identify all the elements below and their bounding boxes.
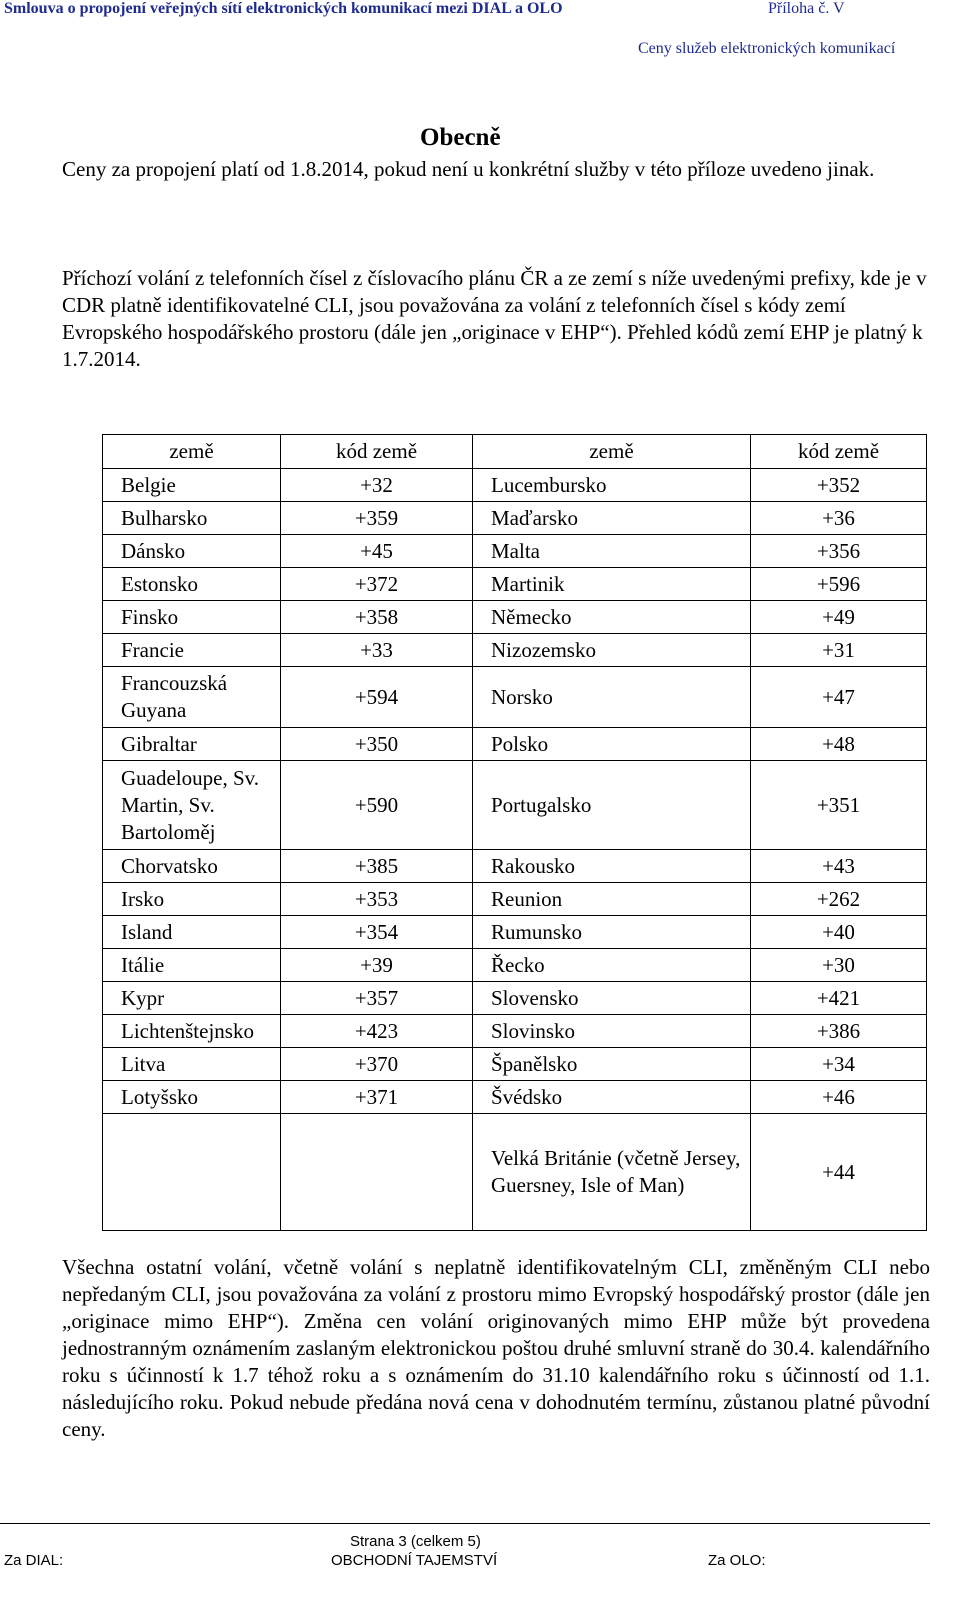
code-cell: +371	[281, 1081, 473, 1114]
code-cell: +356	[751, 535, 927, 568]
code-cell: +594	[281, 667, 473, 728]
code-cell: +350	[281, 728, 473, 761]
country-cell: Malta	[473, 535, 751, 568]
country-cell: Chorvatsko	[103, 850, 281, 883]
code-cell: +351	[751, 761, 927, 850]
table-row	[103, 667, 927, 728]
table-row	[103, 916, 927, 949]
table-row	[103, 728, 927, 761]
country-cell: Irsko	[103, 883, 281, 916]
country-cell: Lichtenštejnsko	[103, 1015, 281, 1048]
country-cell: Rumunsko	[473, 916, 751, 949]
country-cell: Island	[103, 916, 281, 949]
country-cell: Itálie	[103, 949, 281, 982]
non-ehp-paragraph: Všechna ostatní volání, včetně volání s neplatně identifikovatelným CLI, změněným CLI nebo nepředaným CLI, jsou považována za volání z prostoru mimo Evropský hospodářský prostor (dále jen „originace mimo EHP“). Změna cen volání originovaných mimo EHP může být provedena jednostranným oznámením zaslaným elektronickou poštou druhé smluvní straně do 30.4. kalendářního roku s účinností k 1.7 téhož roku a s oznámením do 31.10 kalendářního roku s účinností od 1.1. následujícího roku. Pokud nebude předána nová cena v dohodnutém termínu, zůstanou platné původní ceny.	[62, 1255, 930, 1441]
country-cell: Nizozemsko	[473, 634, 751, 667]
country-cell: Španělsko	[473, 1048, 751, 1081]
country-cell: Belgie	[103, 469, 281, 502]
country-cell: Velká Británie (včetně Jersey, Guersney, Isle of Man)	[473, 1114, 751, 1231]
document-subtitle: Ceny služeb elektronických komunikací	[638, 40, 896, 57]
signature-dial: Za DIAL:	[4, 1552, 64, 1569]
code-cell: +36	[751, 502, 927, 535]
table-header-row	[103, 435, 927, 469]
country-cell: Německo	[473, 601, 751, 634]
country-cell: Polsko	[473, 728, 751, 761]
table-row	[103, 1081, 927, 1114]
country-cell: Řecko	[473, 949, 751, 982]
code-cell: +39	[281, 949, 473, 982]
country-cell	[103, 1114, 281, 1231]
table-row	[103, 1048, 927, 1081]
country-cell: Lotyšsko	[103, 1081, 281, 1114]
code-cell: +31	[751, 634, 927, 667]
column-header-country-2: země	[473, 435, 751, 469]
code-cell: +596	[751, 568, 927, 601]
country-cell: Slovensko	[473, 982, 751, 1015]
code-cell: +48	[751, 728, 927, 761]
country-cell: Lucembursko	[473, 469, 751, 502]
country-cell: Litva	[103, 1048, 281, 1081]
country-cell: Kypr	[103, 982, 281, 1015]
table-row	[103, 761, 927, 850]
code-cell: +590	[281, 761, 473, 850]
country-cell: Bulharsko	[103, 502, 281, 535]
code-cell: +353	[281, 883, 473, 916]
code-cell: +44	[751, 1114, 927, 1231]
signature-olo: Za OLO:	[708, 1552, 766, 1569]
document-title: Smlouva o propojení veřejných sítí elektronických komunikací mezi DIAL a OLO	[4, 0, 563, 17]
code-cell: +45	[281, 535, 473, 568]
code-cell	[281, 1114, 473, 1231]
country-codes-table	[102, 434, 927, 1231]
country-cell: Estonsko	[103, 568, 281, 601]
annex-label: Příloha č. V	[768, 0, 845, 17]
confidential-label: OBCHODNÍ TAJEMSTVÍ	[331, 1552, 498, 1569]
code-cell: +372	[281, 568, 473, 601]
code-cell: +262	[751, 883, 927, 916]
table-row	[103, 502, 927, 535]
code-cell: +43	[751, 850, 927, 883]
country-cell: Dánsko	[103, 535, 281, 568]
code-cell: +40	[751, 916, 927, 949]
table-row	[103, 1015, 927, 1048]
country-cell: Guadeloupe, Sv. Martin, Sv. Bartoloměj	[103, 761, 281, 850]
country-cell: Slovinsko	[473, 1015, 751, 1048]
country-cell: Portugalsko	[473, 761, 751, 850]
table-row	[103, 883, 927, 916]
code-cell: +34	[751, 1048, 927, 1081]
table-row	[103, 634, 927, 667]
code-cell: +352	[751, 469, 927, 502]
table-row	[103, 949, 927, 982]
column-header-country-1: země	[103, 435, 281, 469]
table-row	[103, 850, 927, 883]
country-cell: Gibraltar	[103, 728, 281, 761]
table-row	[103, 1114, 927, 1231]
country-cell: Švédsko	[473, 1081, 751, 1114]
code-cell: +49	[751, 601, 927, 634]
country-cell: Norsko	[473, 667, 751, 728]
country-cell: Francie	[103, 634, 281, 667]
code-cell: +354	[281, 916, 473, 949]
table-row	[103, 469, 927, 502]
footer-divider	[0, 1523, 930, 1524]
country-cell: Rakousko	[473, 850, 751, 883]
code-cell: +358	[281, 601, 473, 634]
code-cell: +359	[281, 502, 473, 535]
code-cell: +386	[751, 1015, 927, 1048]
country-cell: Finsko	[103, 601, 281, 634]
code-cell: +46	[751, 1081, 927, 1114]
code-cell: +30	[751, 949, 927, 982]
code-cell: +32	[281, 469, 473, 502]
country-cell: Maďarsko	[473, 502, 751, 535]
table-row	[103, 535, 927, 568]
page-number: Strana 3 (celkem 5)	[350, 1533, 481, 1550]
column-header-code-2: kód země	[751, 435, 927, 469]
code-cell: +370	[281, 1048, 473, 1081]
intro-paragraph: Ceny za propojení platí od 1.8.2014, pokud není u konkrétní služby v této příloze uvedeno jinak.	[62, 157, 875, 181]
table-row	[103, 982, 927, 1015]
code-cell: +421	[751, 982, 927, 1015]
column-header-code-1: kód země	[281, 435, 473, 469]
code-cell: +423	[281, 1015, 473, 1048]
table-row	[103, 601, 927, 634]
ehp-paragraph: Příchozí volání z telefonních čísel z číslovacího plánu ČR a ze zemí s níže uvedenými prefixy, kde je v CDR platně identifikovatelné CLI, jsou považována za volání z telefonních čísel s kódy zemí Evropského hospodářského prostoru (dále jen „originace v EHP“). Přehled kódů zemí EHP je platný k 1.7.2014.	[62, 266, 927, 371]
code-cell: +385	[281, 850, 473, 883]
code-cell: +33	[281, 634, 473, 667]
code-cell: +47	[751, 667, 927, 728]
code-cell: +357	[281, 982, 473, 1015]
country-cell: Martinik	[473, 568, 751, 601]
table-row	[103, 568, 927, 601]
section-heading: Obecně	[420, 124, 501, 151]
country-cell: Francouzská Guyana	[103, 667, 281, 728]
country-cell: Reunion	[473, 883, 751, 916]
